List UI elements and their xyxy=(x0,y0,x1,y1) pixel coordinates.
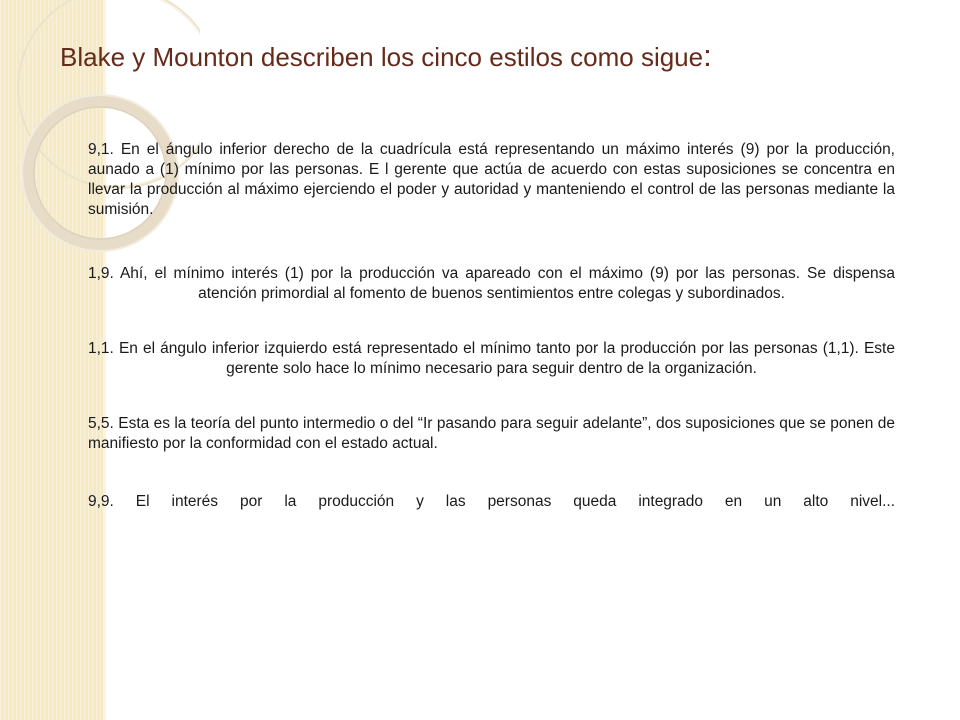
paragraph-style-5-5: 5,5. Esta es la teoría del punto intermedio o del “Ir pasando para seguir adelante”, dos suposiciones que se ponen de manifiesto por la conformidad con el estado actual. xyxy=(88,415,895,452)
paragraph-style-1-9: 1,9. Ahí, el mínimo interés (1) por la producción va apareado con el máximo (9) por las personas. Se dispensa atención primordial al fomento de buenos sentimientos entre colegas y subordinados. xyxy=(88,265,895,302)
paragraph-style-1-1: 1,1. En el ángulo inferior izquierdo está representado el mínimo tanto por la producción por las personas (1,1). Este gerente solo hace lo mínimo necesario para seguir dentro de la organización. xyxy=(88,340,895,377)
title-text: Blake y Mounton describen los cinco estilos como sigue xyxy=(60,42,704,72)
content-body xyxy=(88,140,895,512)
paragraph-style-9-1: 9,1. En el ángulo inferior derecho de la cuadrícula está representando un máximo interés (9) por la producción, aunado a (1) mínimo por las personas. E l gerente que actúa de acuerdo con estas suposiciones se concentra en llevar la producción al máximo ejerciendo el poder y autoridad y manteniendo el control de las personas mediante la sumisión. xyxy=(88,141,895,218)
paragraph-style-9-9: 9,9. El interés por la producción y las personas queda integrado en un alto nivel... xyxy=(88,493,895,510)
page-title xyxy=(60,36,920,77)
title-colon: : xyxy=(703,38,712,73)
